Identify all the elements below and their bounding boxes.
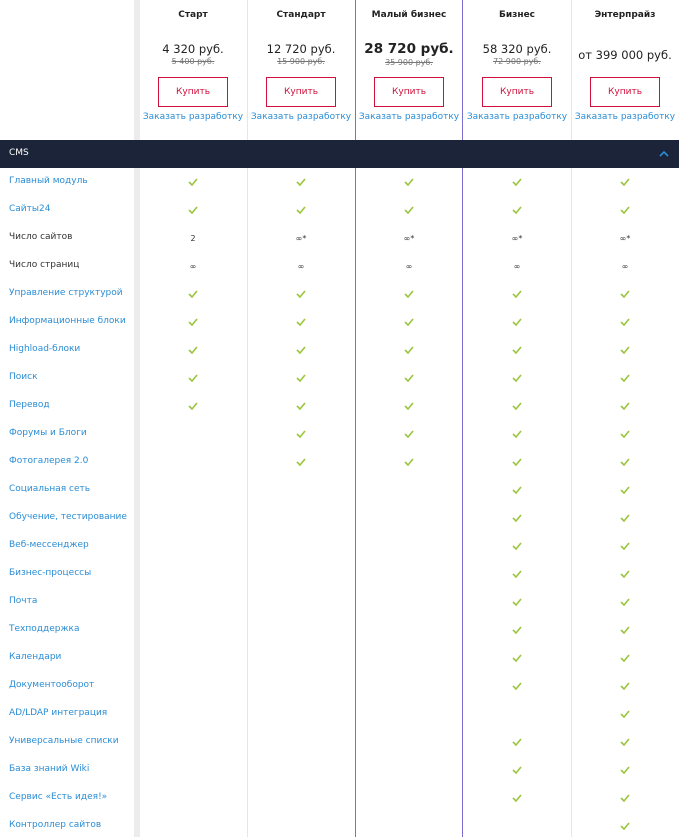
check-icon [620,290,630,298]
check-icon [188,346,198,354]
feature-cell [463,812,571,837]
feature-cell [247,168,355,196]
feature-cell [463,672,571,700]
feature-cell [463,420,571,448]
feature-row [0,196,679,224]
feature-cell [571,784,679,812]
feature-cell [571,336,679,364]
feature-cell [247,728,355,756]
order-development-link[interactable]: Заказать разработку [358,112,460,122]
plan-old-price: 15 900 руб. [277,57,325,66]
feature-cell [463,308,571,336]
order-development-link[interactable]: Заказать разработку [250,112,352,122]
buy-button-start[interactable]: Купить [158,77,228,107]
feature-row [0,224,679,252]
feature-name[interactable]: Форумы и Блоги [9,428,87,438]
check-icon [620,374,630,382]
feature-cell [463,224,571,252]
feature-cell [571,560,679,588]
feature-cell [247,448,355,476]
feature-cell [571,756,679,784]
feature-cell [247,196,355,224]
plan-price: 58 320 руб. [482,42,552,56]
check-icon [620,598,630,606]
feature-value: ∞ [621,261,629,271]
feature-cell [571,644,679,672]
feature-row [0,392,679,420]
check-icon [296,374,306,382]
check-icon [512,346,522,354]
feature-cell [463,448,571,476]
feature-cell [463,532,571,560]
check-icon [620,514,630,522]
feature-cell [139,392,247,420]
check-icon [296,346,306,354]
check-icon [512,738,522,746]
feature-cell [139,168,247,196]
check-icon [404,458,414,466]
feature-cell [355,672,463,700]
plan-name: Старт [178,10,208,20]
plan-price: 4 320 руб. [162,42,224,56]
check-icon [620,682,630,690]
feature-cell [139,336,247,364]
check-icon [620,654,630,662]
plan-column-standard [247,0,355,140]
feature-cell [355,252,463,280]
feature-cell [247,532,355,560]
feature-cell [355,420,463,448]
feature-cell [571,616,679,644]
highlight-border-left [355,0,356,837]
plan-price: 12 720 руб. [266,42,336,56]
check-icon [296,430,306,438]
feature-cell [139,448,247,476]
check-icon [512,794,522,802]
feature-cell [571,252,679,280]
feature-cell [247,700,355,728]
feature-cell [355,280,463,308]
feature-cell [463,588,571,616]
feature-name[interactable]: Перевод [9,400,50,410]
feature-cell [139,476,247,504]
feature-name[interactable]: Контроллер сайтов [9,820,102,830]
feature-cell [355,308,463,336]
feature-cell [355,168,463,196]
feature-cell [571,504,679,532]
feature-cell [247,504,355,532]
feature-cell [139,672,247,700]
check-icon [296,178,306,186]
feature-cell [355,756,463,784]
feature-cell [571,420,679,448]
chevron-up-icon[interactable] [657,147,671,161]
feature-value: ∞ [297,261,305,271]
feature-cell [571,196,679,224]
feature-name[interactable]: Бизнес-процессы [9,568,92,578]
check-icon [404,178,414,186]
feature-cell [463,476,571,504]
feature-cell [571,812,679,837]
plan-old-price: 35 900 руб. [385,58,433,67]
feature-cell [139,196,247,224]
check-icon [620,318,630,326]
feature-cell [139,756,247,784]
feature-cell [463,504,571,532]
feature-cell [247,252,355,280]
feature-row [0,672,679,700]
feature-cell [463,728,571,756]
feature-cell [247,364,355,392]
feature-cell [139,364,247,392]
feature-cell [463,168,571,196]
price-block [139,42,247,67]
feature-cell [571,476,679,504]
check-icon [296,402,306,410]
plan-price: от 399 000 руб. [578,48,672,62]
feature-cell [247,812,355,837]
feature-cell [355,448,463,476]
feature-cell [247,644,355,672]
feature-cell [355,504,463,532]
check-icon [512,318,522,326]
order-development-link[interactable]: Заказать разработку [574,112,676,122]
feature-cell [571,168,679,196]
check-icon [404,402,414,410]
feature-name[interactable]: AD/LDAP интеграция [9,708,108,718]
feature-name[interactable]: Техподдержка [9,624,80,634]
plan-column-start [139,0,247,140]
feature-name: Число страниц [9,260,80,270]
feature-cell [463,364,571,392]
check-icon [620,822,630,830]
check-icon [188,290,198,298]
feature-name[interactable]: Веб-мессенджер [9,540,89,550]
check-icon [404,318,414,326]
feature-row [0,616,679,644]
check-icon [404,430,414,438]
check-icon [620,710,630,718]
check-icon [512,206,522,214]
feature-value: ∞* [619,233,631,243]
check-icon [404,206,414,214]
check-icon [620,346,630,354]
feature-row [0,812,679,837]
feature-cell [139,532,247,560]
feature-value: ∞ [405,261,413,271]
plan-old-price: 5 400 руб. [171,57,215,66]
feature-cell [247,616,355,644]
feature-cell [571,364,679,392]
feature-name[interactable]: Поиск [9,372,38,382]
feature-name[interactable]: Календари [9,652,62,662]
feature-cell [463,784,571,812]
check-icon [188,206,198,214]
check-icon [620,402,630,410]
feature-cell [463,756,571,784]
feature-value: ∞* [403,233,415,243]
feature-cell [139,728,247,756]
feature-name[interactable]: Highload-блоки [9,344,81,354]
feature-cell [571,392,679,420]
feature-cell [139,252,247,280]
check-icon [296,318,306,326]
check-icon [188,318,198,326]
feature-row [0,784,679,812]
feature-row [0,252,679,280]
highlight-border-right [462,0,463,837]
feature-cell [355,196,463,224]
plan-name: Стандарт [276,10,326,20]
feature-row [0,560,679,588]
feature-cell [571,532,679,560]
check-icon [620,766,630,774]
check-icon [512,430,522,438]
check-icon [404,374,414,382]
feature-name[interactable]: Документооборот [9,680,95,690]
check-icon [188,402,198,410]
check-icon [620,486,630,494]
check-icon [512,682,522,690]
feature-row [0,280,679,308]
plan-column-enterprise [571,0,679,140]
check-icon [512,542,522,550]
feature-row [0,700,679,728]
plan-old-price: 72 900 руб. [493,57,541,66]
feature-cell [355,364,463,392]
feature-cell [139,700,247,728]
buy-button-enterprise[interactable]: Купить [590,77,660,107]
order-development-link[interactable]: Заказать разработку [466,112,568,122]
feature-row [0,308,679,336]
check-icon [404,346,414,354]
feature-cell [247,756,355,784]
check-icon [620,626,630,634]
feature-cell [463,252,571,280]
feature-name[interactable]: Главный модуль [9,176,88,186]
feature-row [0,644,679,672]
check-icon [296,206,306,214]
feature-cell [571,308,679,336]
section-header-cms[interactable] [0,140,679,168]
check-icon [512,374,522,382]
feature-row [0,728,679,756]
price-block [355,41,463,68]
check-icon [512,514,522,522]
check-icon [512,598,522,606]
price-block [571,48,679,62]
feature-row [0,588,679,616]
feature-cell [463,196,571,224]
feature-value: ∞ [189,261,197,271]
check-icon [296,458,306,466]
feature-cell [355,532,463,560]
feature-value: ∞* [511,233,523,243]
check-icon [512,766,522,774]
feature-cell [571,728,679,756]
feature-name[interactable]: Почта [9,596,38,606]
feature-cell [355,812,463,837]
feature-name: Число сайтов [9,232,73,242]
feature-cell [247,560,355,588]
feature-cell [247,588,355,616]
feature-cell [139,224,247,252]
plan-name: Малый бизнес [371,10,447,20]
feature-cell [139,504,247,532]
check-icon [296,290,306,298]
feature-cell [355,728,463,756]
feature-cell [571,588,679,616]
feature-cell [355,700,463,728]
feature-cell [139,812,247,837]
feature-cell [463,392,571,420]
feature-row [0,476,679,504]
feature-cell [247,336,355,364]
check-icon [512,458,522,466]
feature-cell [247,476,355,504]
feature-name[interactable]: Управление структурой [9,288,123,298]
feature-name[interactable]: Социальная сеть [9,484,91,494]
feature-value: ∞* [295,233,307,243]
feature-cell [139,280,247,308]
feature-name[interactable]: Обучение, тестирование [9,512,127,522]
feature-cell [247,224,355,252]
feature-cell [571,224,679,252]
check-icon [620,570,630,578]
feature-cell [463,336,571,364]
plan-column-business [463,0,571,140]
order-development-link[interactable]: Заказать разработку [142,112,244,122]
check-icon [512,402,522,410]
feature-cell [139,784,247,812]
feature-cell [355,336,463,364]
plan-name: Бизнес [498,10,536,20]
buy-button-business[interactable]: Купить [482,77,552,107]
feature-row [0,336,679,364]
feature-cell [463,700,571,728]
feature-cell [247,392,355,420]
feature-cell [355,476,463,504]
feature-cell [247,420,355,448]
feature-name[interactable]: Сервис «Есть идея!» [9,792,108,802]
feature-row [0,532,679,560]
feature-name[interactable]: Фотогалерея 2.0 [9,456,89,466]
check-icon [620,458,630,466]
feature-cell [355,224,463,252]
feature-cell [355,560,463,588]
plan-price: 28 720 руб. [364,41,454,57]
feature-name[interactable]: Универсальные списки [9,736,119,746]
feature-cell [463,616,571,644]
feature-cell [571,700,679,728]
feature-value: 2 [190,233,196,243]
check-icon [188,178,198,186]
feature-cell [355,588,463,616]
check-icon [512,626,522,634]
feature-row [0,168,679,196]
buy-button-standard[interactable]: Купить [266,77,336,107]
feature-cell [139,616,247,644]
feature-cell [139,308,247,336]
feature-name[interactable]: База знаний Wiki [9,764,90,774]
feature-cell [571,672,679,700]
check-icon [620,430,630,438]
check-icon [620,206,630,214]
feature-row [0,420,679,448]
feature-name[interactable]: Сайты24 [9,204,51,214]
feature-cell [247,672,355,700]
plan-name: Энтерпрайз [594,10,656,20]
feature-cell [247,308,355,336]
check-icon [512,570,522,578]
feature-name[interactable]: Информационные блоки [9,316,126,326]
check-icon [404,290,414,298]
feature-row [0,504,679,532]
check-icon [512,290,522,298]
feature-cell [355,644,463,672]
feature-row [0,756,679,784]
feature-cell [355,616,463,644]
check-icon [620,738,630,746]
feature-cell [247,280,355,308]
feature-cell [571,280,679,308]
feature-cell [355,392,463,420]
feature-cell [571,448,679,476]
feature-cell [463,560,571,588]
price-block [247,42,355,67]
check-icon [512,654,522,662]
check-icon [512,178,522,186]
section-title: CMS [9,148,29,158]
feature-cell [247,784,355,812]
feature-cell [139,588,247,616]
check-icon [188,374,198,382]
feature-value: ∞ [513,261,521,271]
plan-column-small-business [355,0,463,140]
check-icon [620,794,630,802]
feature-row [0,364,679,392]
feature-cell [355,784,463,812]
check-icon [620,542,630,550]
buy-button-small-business[interactable]: Купить [374,77,444,107]
feature-cell [463,644,571,672]
feature-row [0,448,679,476]
feature-cell [139,644,247,672]
feature-cell [463,280,571,308]
check-icon [620,178,630,186]
price-block [463,42,571,67]
feature-cell [139,560,247,588]
feature-cell [139,420,247,448]
check-icon [512,486,522,494]
